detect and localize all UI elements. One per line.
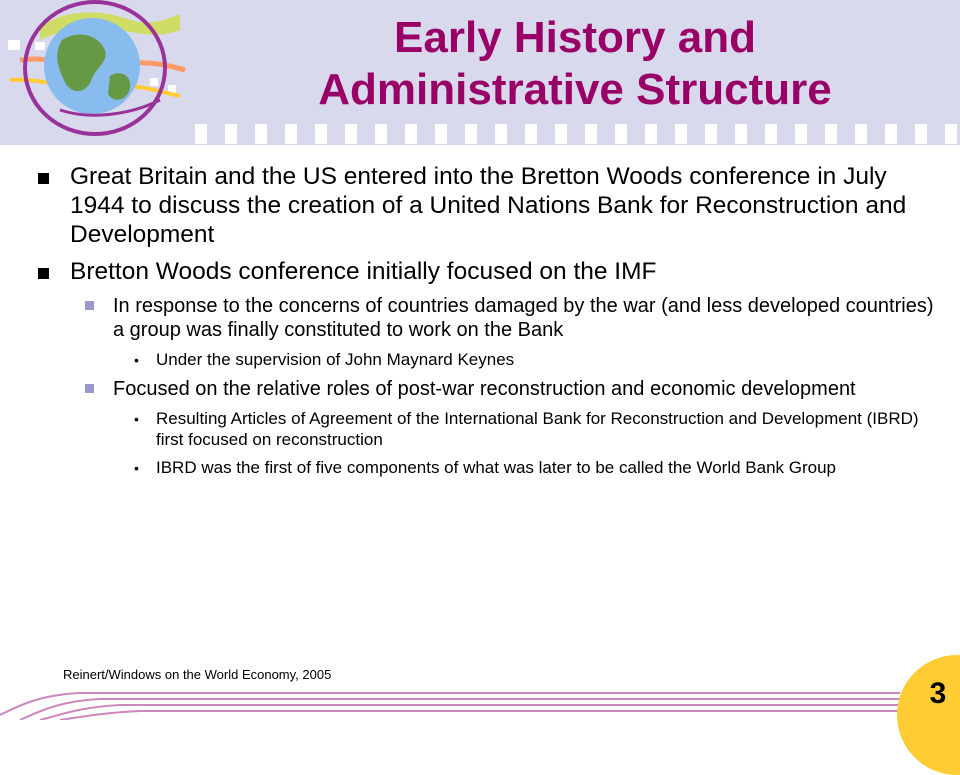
page-number: 3 xyxy=(929,677,947,710)
bullet-text: Focused on the relative roles of post-war reconstruction and economic development xyxy=(113,378,856,400)
bullet-text: In response to the concerns of countries damaged by the war (and less developed countries) a group was finally constituted to work on the Bank xyxy=(113,295,934,341)
slide-body xyxy=(36,162,936,485)
square-bullet-icon xyxy=(38,173,49,184)
dot-bullet-icon: • xyxy=(134,460,139,476)
footer-text: Reinert/Windows on the World Economy, 2005 xyxy=(63,667,332,682)
square-bullet-icon xyxy=(85,384,94,393)
bullet-level3 xyxy=(134,457,936,478)
header-dot-strip xyxy=(185,124,960,144)
square-bullet-icon xyxy=(38,268,49,279)
dot-bullet-icon: • xyxy=(134,352,139,368)
slide-title xyxy=(190,12,960,116)
bullet-level1 xyxy=(36,257,936,286)
bullet-level2 xyxy=(113,294,936,342)
page-number-badge xyxy=(897,655,960,775)
square-bullet-icon xyxy=(85,301,94,310)
bullet-level3 xyxy=(134,349,936,370)
bullet-text: Great Britain and the US entered into the Bretton Woods conference in July 1944 to discuss the creation of a United Nations Bank for Reconstruction and Development xyxy=(70,163,907,248)
bullet-level2 xyxy=(113,377,936,401)
bullet-level1 xyxy=(36,162,936,249)
dot-bullet-icon: • xyxy=(134,411,139,427)
bullet-text: Bretton Woods conference initially focused on the IMF xyxy=(70,258,657,285)
title-line-1: Early History and xyxy=(394,13,756,62)
globe-logo-icon xyxy=(0,0,190,145)
bullet-text: IBRD was the first of five components of what was later to be called the World Bank Group xyxy=(156,458,837,477)
title-line-2: Administrative Structure xyxy=(318,65,832,114)
bullet-text: Resulting Articles of Agreement of the International Bank for Reconstruction and Development (IBRD) first focused on reconstruction xyxy=(156,409,919,449)
decorative-lines xyxy=(0,675,960,720)
bullet-level3 xyxy=(134,408,936,450)
bullet-text: Under the supervision of John Maynard Keynes xyxy=(156,350,515,369)
